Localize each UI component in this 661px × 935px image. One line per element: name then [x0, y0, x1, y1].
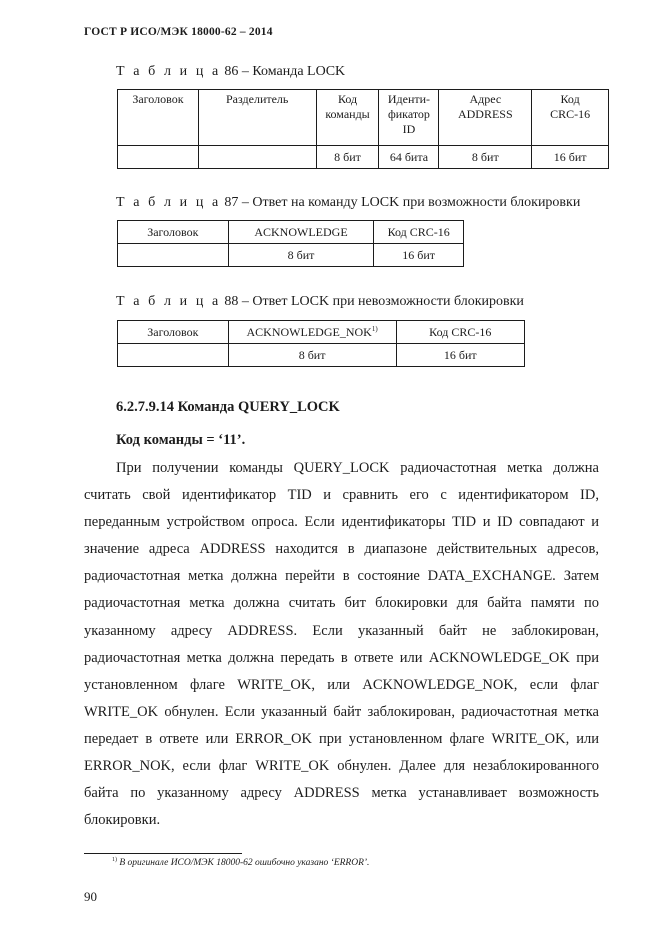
- command-code-line: Код команды = ‘11’.: [116, 432, 246, 448]
- footnote-divider: [84, 853, 242, 854]
- table-86-value-cell: 64 бита: [379, 146, 439, 169]
- section-title: 6.2.7.9.14 Команда QUERY_LOCK: [116, 399, 340, 415]
- table-88: [117, 320, 525, 367]
- table-88-caption-prefix: Т а б л и ц а: [116, 294, 221, 309]
- table-87: [117, 220, 464, 267]
- table-88-header-cell-acknowledge-nok: [228, 321, 396, 344]
- table-88-value-cell: 8 бит: [228, 344, 396, 367]
- table-86-value-cell: 8 бит: [439, 146, 532, 169]
- table-87-value-cell: 8 бит: [228, 244, 374, 267]
- table-86-header-cell: Иденти- фикатор ID: [379, 90, 439, 146]
- table-87-caption-title: 87 – Ответ на команду LOCK при возможности блокировки: [220, 195, 581, 210]
- table-86-header-cell: Код CRC-16: [532, 90, 609, 146]
- table-86-caption-prefix: Т а б л и ц а: [116, 64, 221, 79]
- table-88-caption-title: 88 – Ответ LOCK при невозможности блокировки: [220, 294, 524, 309]
- table-87-header-cell: ACKNOWLEDGE: [228, 221, 374, 244]
- table-87-caption-prefix: Т а б л и ц а: [116, 195, 221, 210]
- table-86-header-cell: Код команды: [316, 90, 379, 146]
- table-87-header-cell: Код CRC-16: [374, 221, 464, 244]
- table-87-caption: [116, 195, 580, 211]
- table-86-header-cell: Заголовок: [118, 90, 199, 146]
- table-88-header-cell: Заголовок: [118, 321, 229, 344]
- table-86-header-cell: Адрес ADDRESS: [439, 90, 532, 146]
- footnote: [112, 858, 369, 868]
- table-86-value-cell: 16 бит: [532, 146, 609, 169]
- footnote-reference: 1): [371, 324, 378, 333]
- table-86-header-cell: Разделитель: [198, 90, 316, 146]
- table-86-value-cell: [118, 146, 199, 169]
- table-86-value-cell: [198, 146, 316, 169]
- footnote-marker: 1): [112, 857, 117, 863]
- table-88-caption: [116, 294, 524, 310]
- table-87-header-cell: Заголовок: [118, 221, 229, 244]
- table-88-value-cell: 16 бит: [396, 344, 525, 367]
- table-86: [117, 89, 609, 169]
- table-86-value-cell: 8 бит: [316, 146, 379, 169]
- table-88-header-cell: Код CRC-16: [396, 321, 525, 344]
- body-paragraph: При получении команды QUERY_LOCK радиочастотная метка должна считать свой идентификатор TID и сравнить его с идентификатором ID, переданным устройством опроса. Если идентификаторы TID и ID совпадают и значение адреса ADDRESS находится в диапазоне действительных адресов, радиочастотная метка должна перейти в состояние DATA_EXCHANGE. Затем радиочастотная метка должна считать бит блокировки для байта памяти по указанному адресу ADDRESS. Если указанный байт не заблокирован, радиочастотная метка должна передать в ответе или ACKNOWLEDGE_OK при установленном флаге WRITE_OK, или ACKNOWLEDGE_NOK, если флаг WRITE_OK обнулен. Если указанный байт заблокирован, радиочастотная метка передает в ответе или ERROR_OK при установленном флаге WRITE_OK, или ERROR_NOK, если флаг WRITE_OK обнулен. Далее для незаблокированного байта по указанному адресу ADDRESS метка устанавливает возможность блокировки.: [84, 460, 599, 829]
- table-86-caption-title: 86 – Команда LOCK: [220, 64, 346, 79]
- page-number: 90: [84, 889, 97, 904]
- table-88-value-cell: [118, 344, 229, 367]
- table-87-value-cell: 16 бит: [374, 244, 464, 267]
- document-header: ГОСТ Р ИСО/МЭК 18000-62 – 2014: [84, 26, 273, 38]
- footnote-text: В оригинале ИСО/МЭК 18000-62 ошибочно указано ‘ERROR’.: [117, 858, 370, 868]
- table-87-value-cell: [118, 244, 229, 267]
- table-86-caption: [116, 64, 345, 80]
- table-88-header-text: ACKNOWLEDGE_NOK: [246, 324, 372, 339]
